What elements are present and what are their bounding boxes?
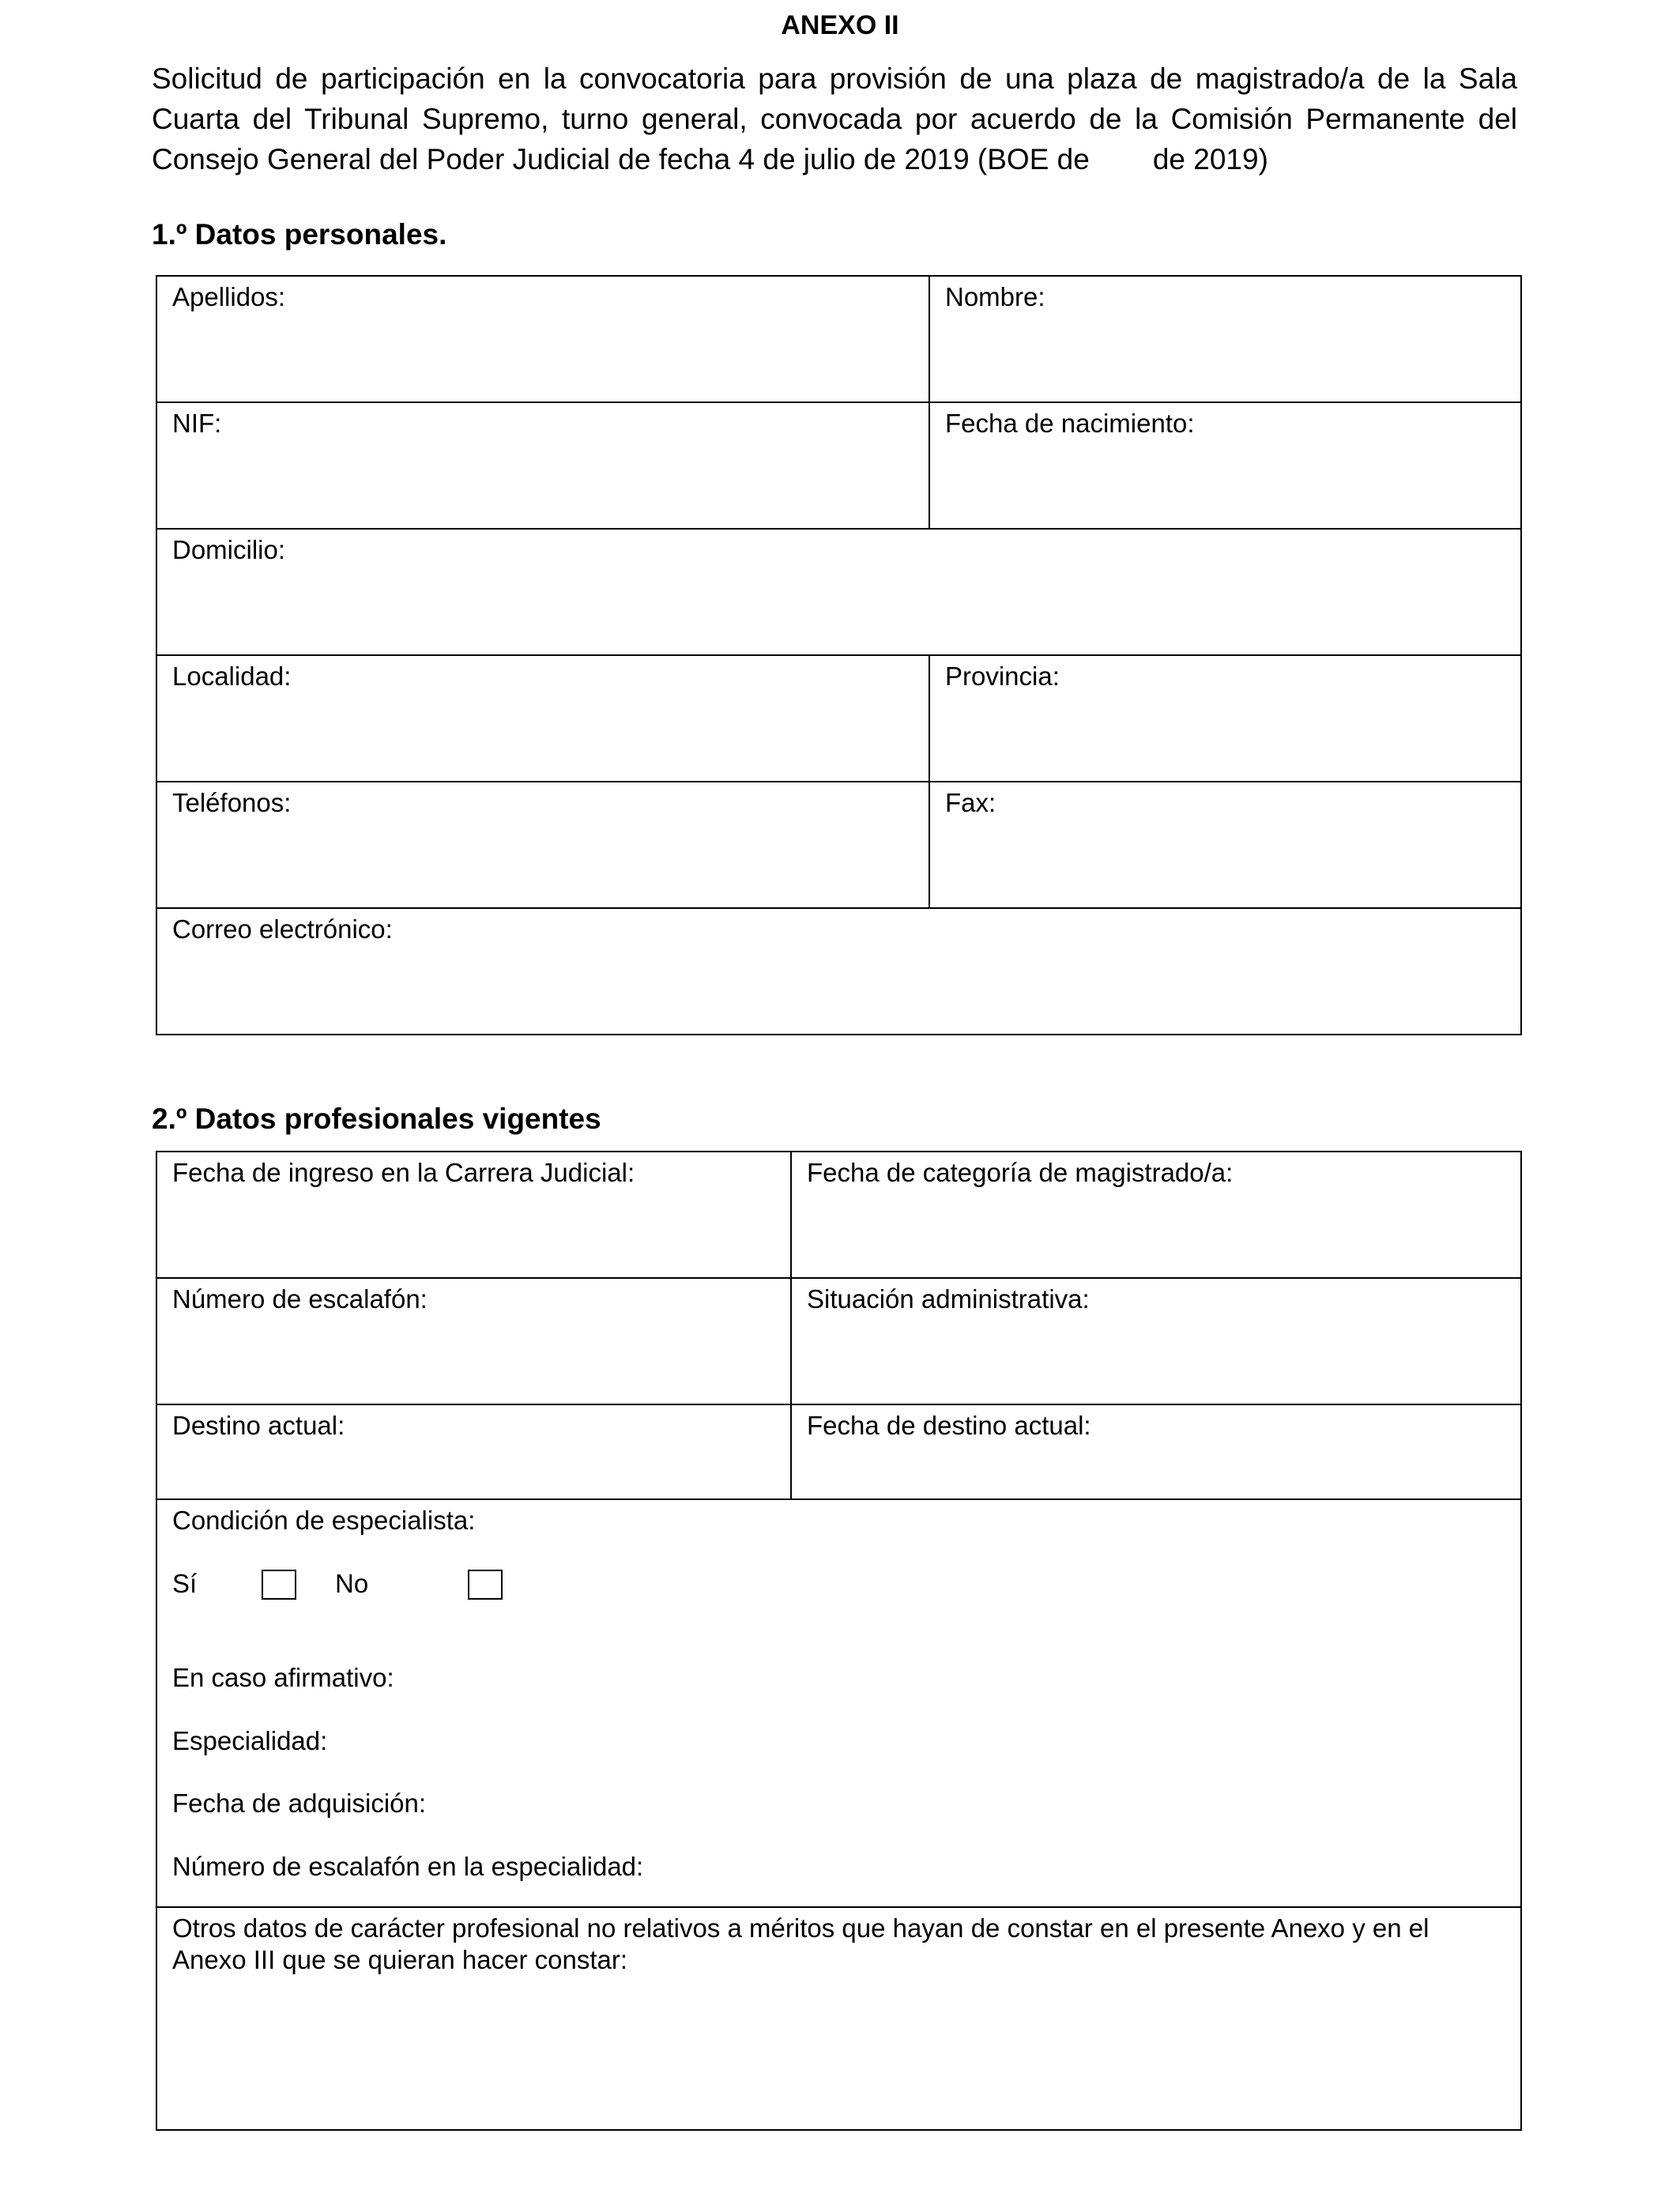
personal-data-table: [156, 275, 1522, 1035]
en-caso-label: En caso afirmativo:: [172, 1663, 394, 1692]
fax-field[interactable]: [929, 782, 1521, 908]
apellidos-label: Apellidos:: [172, 282, 286, 311]
si-checkbox[interactable]: [262, 1570, 296, 1600]
fecha-adquisicion-label[interactable]: Fecha de adquisición:: [172, 1789, 427, 1818]
fecha-categoria-field[interactable]: [791, 1152, 1521, 1278]
condicion-label: Condición de especialista:: [172, 1506, 476, 1535]
table-row: [156, 1499, 1521, 1907]
especialista-field: [156, 1499, 1521, 1907]
table-row: [156, 1152, 1521, 1278]
fecha-destino-field[interactable]: [791, 1404, 1521, 1499]
destino-field[interactable]: [156, 1404, 791, 1499]
domicilio-field[interactable]: [156, 529, 1521, 655]
otros-datos-label: Otros datos de carácter profesional no relativos a méritos que hayan de constar en el presente Anexo y en el Anexo III que se quieran hacer constar:: [172, 1913, 1430, 1974]
table-row: [156, 276, 1521, 402]
fecha-nacimiento-label: Fecha de nacimiento:: [945, 409, 1195, 438]
otros-datos-field[interactable]: [156, 1907, 1521, 2130]
nif-label: NIF:: [172, 409, 222, 438]
fecha-destino-label: Fecha de destino actual:: [807, 1411, 1091, 1440]
si-label: Sí: [172, 1569, 198, 1598]
no-label: No: [335, 1569, 369, 1598]
telefonos-field[interactable]: [156, 782, 929, 908]
numero-escalafon-field[interactable]: [156, 1278, 791, 1404]
professional-data-table: [156, 1151, 1522, 2131]
numero-escalafon-label: Número de escalafón:: [172, 1284, 428, 1314]
table-row: [156, 1404, 1521, 1499]
table-row: [156, 782, 1521, 908]
nif-field[interactable]: [156, 402, 929, 529]
localidad-label: Localidad:: [172, 662, 292, 691]
intro-line-3-start: Consejo General del Poder Judicial de fecha 4 de julio de 2019 (BOE de: [152, 143, 1090, 175]
domicilio-label: Domicilio:: [172, 535, 286, 564]
document-title: ANEXO II: [781, 10, 899, 40]
table-row: [156, 908, 1521, 1035]
table-row: [156, 1907, 1521, 2130]
numero-escalafon-especialidad-label[interactable]: Número de escalafón en la especialidad:: [172, 1852, 644, 1881]
fecha-nacimiento-field[interactable]: [929, 402, 1521, 529]
section-2-heading: 2.º Datos profesionales vigentes: [152, 1103, 601, 1135]
situacion-label: Situación administrativa:: [807, 1284, 1090, 1314]
telefonos-label: Teléfonos:: [172, 788, 292, 817]
table-row: [156, 1278, 1521, 1404]
especialista-block: [157, 1500, 1520, 1906]
correo-label: Correo electrónico:: [172, 914, 393, 944]
intro-line-1: Solicitud de participación en la convocatoria para provisión de una plaza de magistrado/a de la Sala: [152, 62, 1517, 95]
table-row: [156, 655, 1521, 782]
nombre-label: Nombre:: [945, 282, 1045, 311]
no-checkbox[interactable]: [468, 1570, 503, 1600]
intro-line-3-end: de 2019): [1152, 143, 1268, 175]
fecha-ingreso-field[interactable]: [156, 1152, 791, 1278]
table-row: [156, 402, 1521, 529]
intro-paragraph: [152, 58, 1517, 179]
nombre-field[interactable]: [929, 276, 1521, 402]
fecha-ingreso-label: Fecha de ingreso en la Carrera Judicial:: [172, 1158, 635, 1187]
table-row: [156, 529, 1521, 655]
situacion-field[interactable]: [791, 1278, 1521, 1404]
intro-line-2: Cuarta del Tribunal Supremo, turno general, convocada por acuerdo de la Comisión Permanente del: [152, 103, 1517, 135]
especialidad-label[interactable]: Especialidad:: [172, 1726, 328, 1755]
intro-line-3: [152, 139, 1517, 179]
provincia-field[interactable]: [929, 655, 1521, 782]
localidad-field[interactable]: [156, 655, 929, 782]
correo-field[interactable]: [156, 908, 1521, 1035]
apellidos-field[interactable]: [156, 276, 929, 402]
fecha-categoria-label: Fecha de categoría de magistrado/a:: [807, 1158, 1234, 1187]
section-1-heading: 1.º Datos personales.: [152, 218, 447, 251]
destino-label: Destino actual:: [172, 1411, 345, 1440]
fax-label: Fax:: [945, 788, 996, 817]
provincia-label: Provincia:: [945, 662, 1060, 691]
